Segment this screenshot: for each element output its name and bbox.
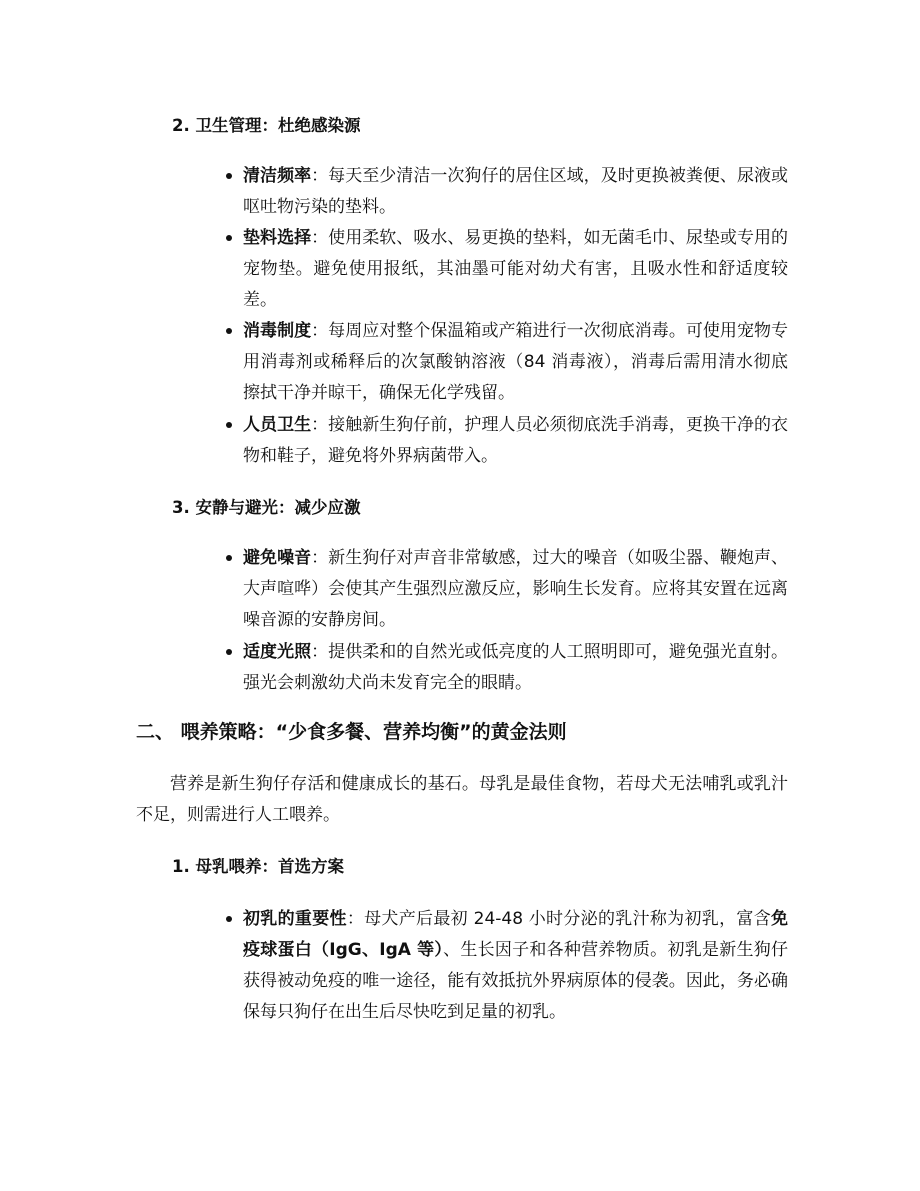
list-item <box>243 316 788 409</box>
section-heading-quiet: 3. 安静与避光：减少应激 <box>172 498 361 517</box>
list-item-text: ：母犬产后最初 24-48 小时分泌的乳汁称为初乳，富含 <box>346 909 771 929</box>
list-item <box>243 543 788 636</box>
bullet-icon <box>226 555 232 561</box>
list-item-text: ：新生狗仔对声音非常敏感，过大的噪音（如吸尘器、鞭炮声、大声喧哗）会使其产生强烈应激反应，影响生长发育。应将其安置在远离噪音源的安静房间。 <box>243 548 789 630</box>
list-item-text: ：使用柔软、吸水、易更换的垫料，如无菌毛巾、尿垫或专用的宠物垫。避免使用报纸，其油墨可能对幼犬有害，且吸水性和舒适度较差。 <box>243 228 789 310</box>
bullet-icon <box>226 649 232 655</box>
list-item-term: 清洁频率 <box>243 166 312 186</box>
bullet-icon <box>226 422 232 428</box>
chapter-heading-feeding: 二、 喂养策略：“少食多餐、营养均衡”的黄金法则 <box>136 721 567 743</box>
list-item-text: ：每周应对整个保温箱或产箱进行一次彻底消毒。可使用宠物专用消毒剂或稀释后的次氯酸钠溶液（84 消毒液），消毒后需用清水彻底擦拭干净并晾干，确保无化学残留。 <box>243 321 789 403</box>
list-item-term: 避免噪音 <box>243 548 312 568</box>
list-item-term: 适度光照 <box>243 642 312 662</box>
section-heading-hygiene: 2. 卫生管理：杜绝感染源 <box>172 116 361 135</box>
list-item <box>243 904 788 1028</box>
section-heading-breastfeeding: 1. 母乳喂养：首选方案 <box>172 857 344 876</box>
list-item-term: 初乳的重要性 <box>243 909 347 929</box>
list-item-term: 人员卫生 <box>243 415 312 435</box>
list-item-text: ：每天至少清洁一次狗仔的居住区域，及时更换被粪便、尿液或呕吐物污染的垫料。 <box>243 166 789 217</box>
list-item-term: 垫料选择 <box>243 228 312 248</box>
list-item <box>243 223 788 316</box>
bullet-icon <box>226 235 232 241</box>
list-item-text: ：接触新生狗仔前，护理人员必须彻底洗手消毒，更换干净的衣物和鞋子，避免将外界病菌带入。 <box>243 415 789 466</box>
bullet-icon <box>226 173 232 179</box>
intro-paragraph: 营养是新生狗仔存活和健康成长的基石。母乳是最佳食物，若母犬无法哺乳或乳汁不足，则需进行人工喂养。 <box>136 774 788 825</box>
bullet-icon <box>226 328 232 334</box>
bullet-icon <box>226 916 232 922</box>
list-item-term: 消毒制度 <box>243 321 312 341</box>
list-item-text: 、生长因子和各种营养物质。初乳是新生狗仔获得被动免疫的唯一途径，能有效抵抗外界病原体的侵袭。因此，务必确保每只狗仔在出生后尽快吃到足量的初乳。 <box>243 940 788 1022</box>
list-item-text: ：提供柔和的自然光或低亮度的人工照明即可，避免强光直射。强光会刺激幼犬尚未发育完全的眼睛。 <box>243 642 789 693</box>
list-item <box>243 410 788 472</box>
list-item <box>243 161 788 223</box>
emphasis-text: 免疫球蛋白（IgG、IgA 等） <box>243 909 788 960</box>
list-item <box>243 637 788 699</box>
